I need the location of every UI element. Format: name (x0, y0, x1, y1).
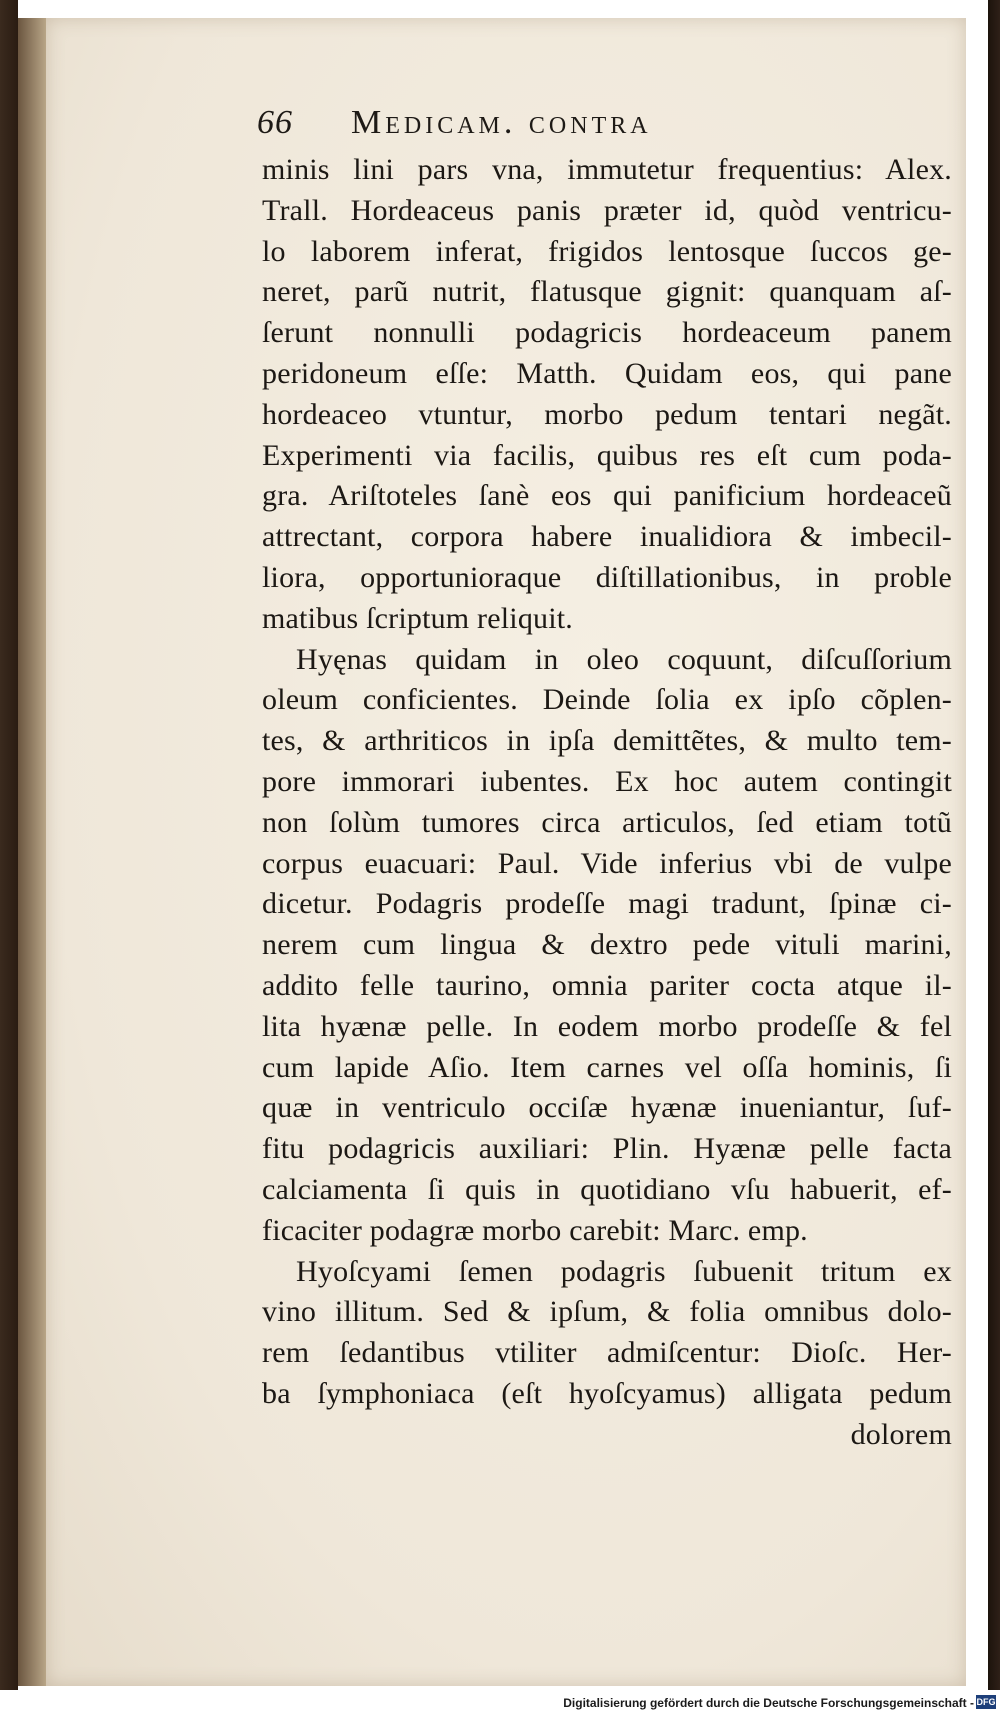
text-line: vino illitum. Sed & ipſum, & folia omnibus dolo- (262, 1295, 952, 1329)
text-line: tes, & arthriticos in ipſa demittẽtes, & multo tem- (262, 724, 952, 758)
text-line: peridoneum eſſe: Matth. Quidam eos, qui pane (262, 356, 952, 390)
text-line: rem ſedantibus vtiliter admiſcentur: Dioſc. Her- (262, 1336, 952, 1370)
footer-bar (0, 1690, 1000, 1717)
text-line: quæ in ventriculo occiſæ hyænæ inueniantur, ſuf- (262, 1091, 952, 1125)
text-line: liora, opportunioraque diſtillationibus, in proble (262, 560, 952, 594)
book-edge-left (0, 0, 18, 1717)
text-line: lita hyænæ pelle. In eodem morbo prodeſſe & fel (262, 1009, 952, 1043)
text-line: oleum conficientes. Deinde ſolia ex ipſo cõplen- (262, 683, 952, 717)
text-line: Hyęnas quidam in oleo coquunt, diſcuſſorium (296, 642, 952, 676)
text-line: minis lini pars vna, immutetur frequentius: Alex. (262, 153, 952, 186)
text-line: cum lapide Aſio. Item carnes vel oſſa hominis, ſi (262, 1050, 952, 1084)
text-line: pore immorari iubentes. Ex hoc autem contingit (262, 764, 952, 798)
text-line: nerem cum lingua & dextro pede vituli marini, (262, 928, 952, 962)
text-line: gra. Ariſtoteles ſanè eos qui panificium hordeaceũ (262, 479, 952, 513)
text-line: Trall. Hordeaceus panis præter id, quòd ventricu- (262, 193, 952, 227)
text-line: dicetur. Podagris prodeſſe magi tradunt, ſpinæ ci- (262, 887, 952, 921)
page-gutter-shadow (18, 18, 46, 1686)
text-line: ba ſymphoniaca (eſt hyoſcyamus) alligata pedum (262, 1376, 952, 1410)
text-line: dolorem (850, 1417, 952, 1451)
text-line: ficaciter podagræ morbo carebit: Marc. emp. (262, 1213, 808, 1247)
body-text (262, 150, 952, 1456)
dfg-logo: DFG (976, 1697, 996, 1707)
book-edge-right (988, 0, 1000, 1717)
text-line: Hyoſcyami ſemen podagris ſubuenit tritum ex (296, 1254, 952, 1288)
text-line: ſerunt nonnulli podagricis hordeaceum panem (262, 316, 952, 350)
footer-credit: Digitalisierung gefördert durch die Deutsche Forschungsgemeinschaft - (563, 1696, 974, 1710)
text-line: non ſolùm tumores circa articulos, ſed etiam totũ (262, 805, 952, 839)
page-number: 66 (257, 104, 293, 141)
text-line: Experimenti via facilis, quibus res eſt cum poda- (262, 438, 952, 472)
page-header (257, 104, 897, 150)
text-line: lo laborem inferat, frigidos lentosque ſuccos ge- (262, 234, 952, 268)
text-line: matibus ſcriptum reliquit. (262, 601, 573, 635)
running-title: Medicam. contra (351, 104, 652, 141)
text-line: corpus euacuari: Paul. Vide inferius vbi de vulpe (262, 846, 952, 880)
text-line: neret, parũ nutrit, flatusque gignit: quanquam aſ- (262, 275, 952, 309)
text-line: addito felle taurino, omnia pariter cocta atque il- (262, 968, 952, 1002)
text-line: fitu podagricis auxiliari: Plin. Hyænæ pelle facta (262, 1132, 952, 1166)
text-line: attrectant, corpora habere inualidiora & imbecil- (262, 520, 952, 554)
text-line: calciamenta ſi quis in quotidiano vſu habuerit, ef- (262, 1172, 952, 1206)
text-line: hordeaceo vtuntur, morbo pedum tentari negãt. (262, 397, 952, 431)
